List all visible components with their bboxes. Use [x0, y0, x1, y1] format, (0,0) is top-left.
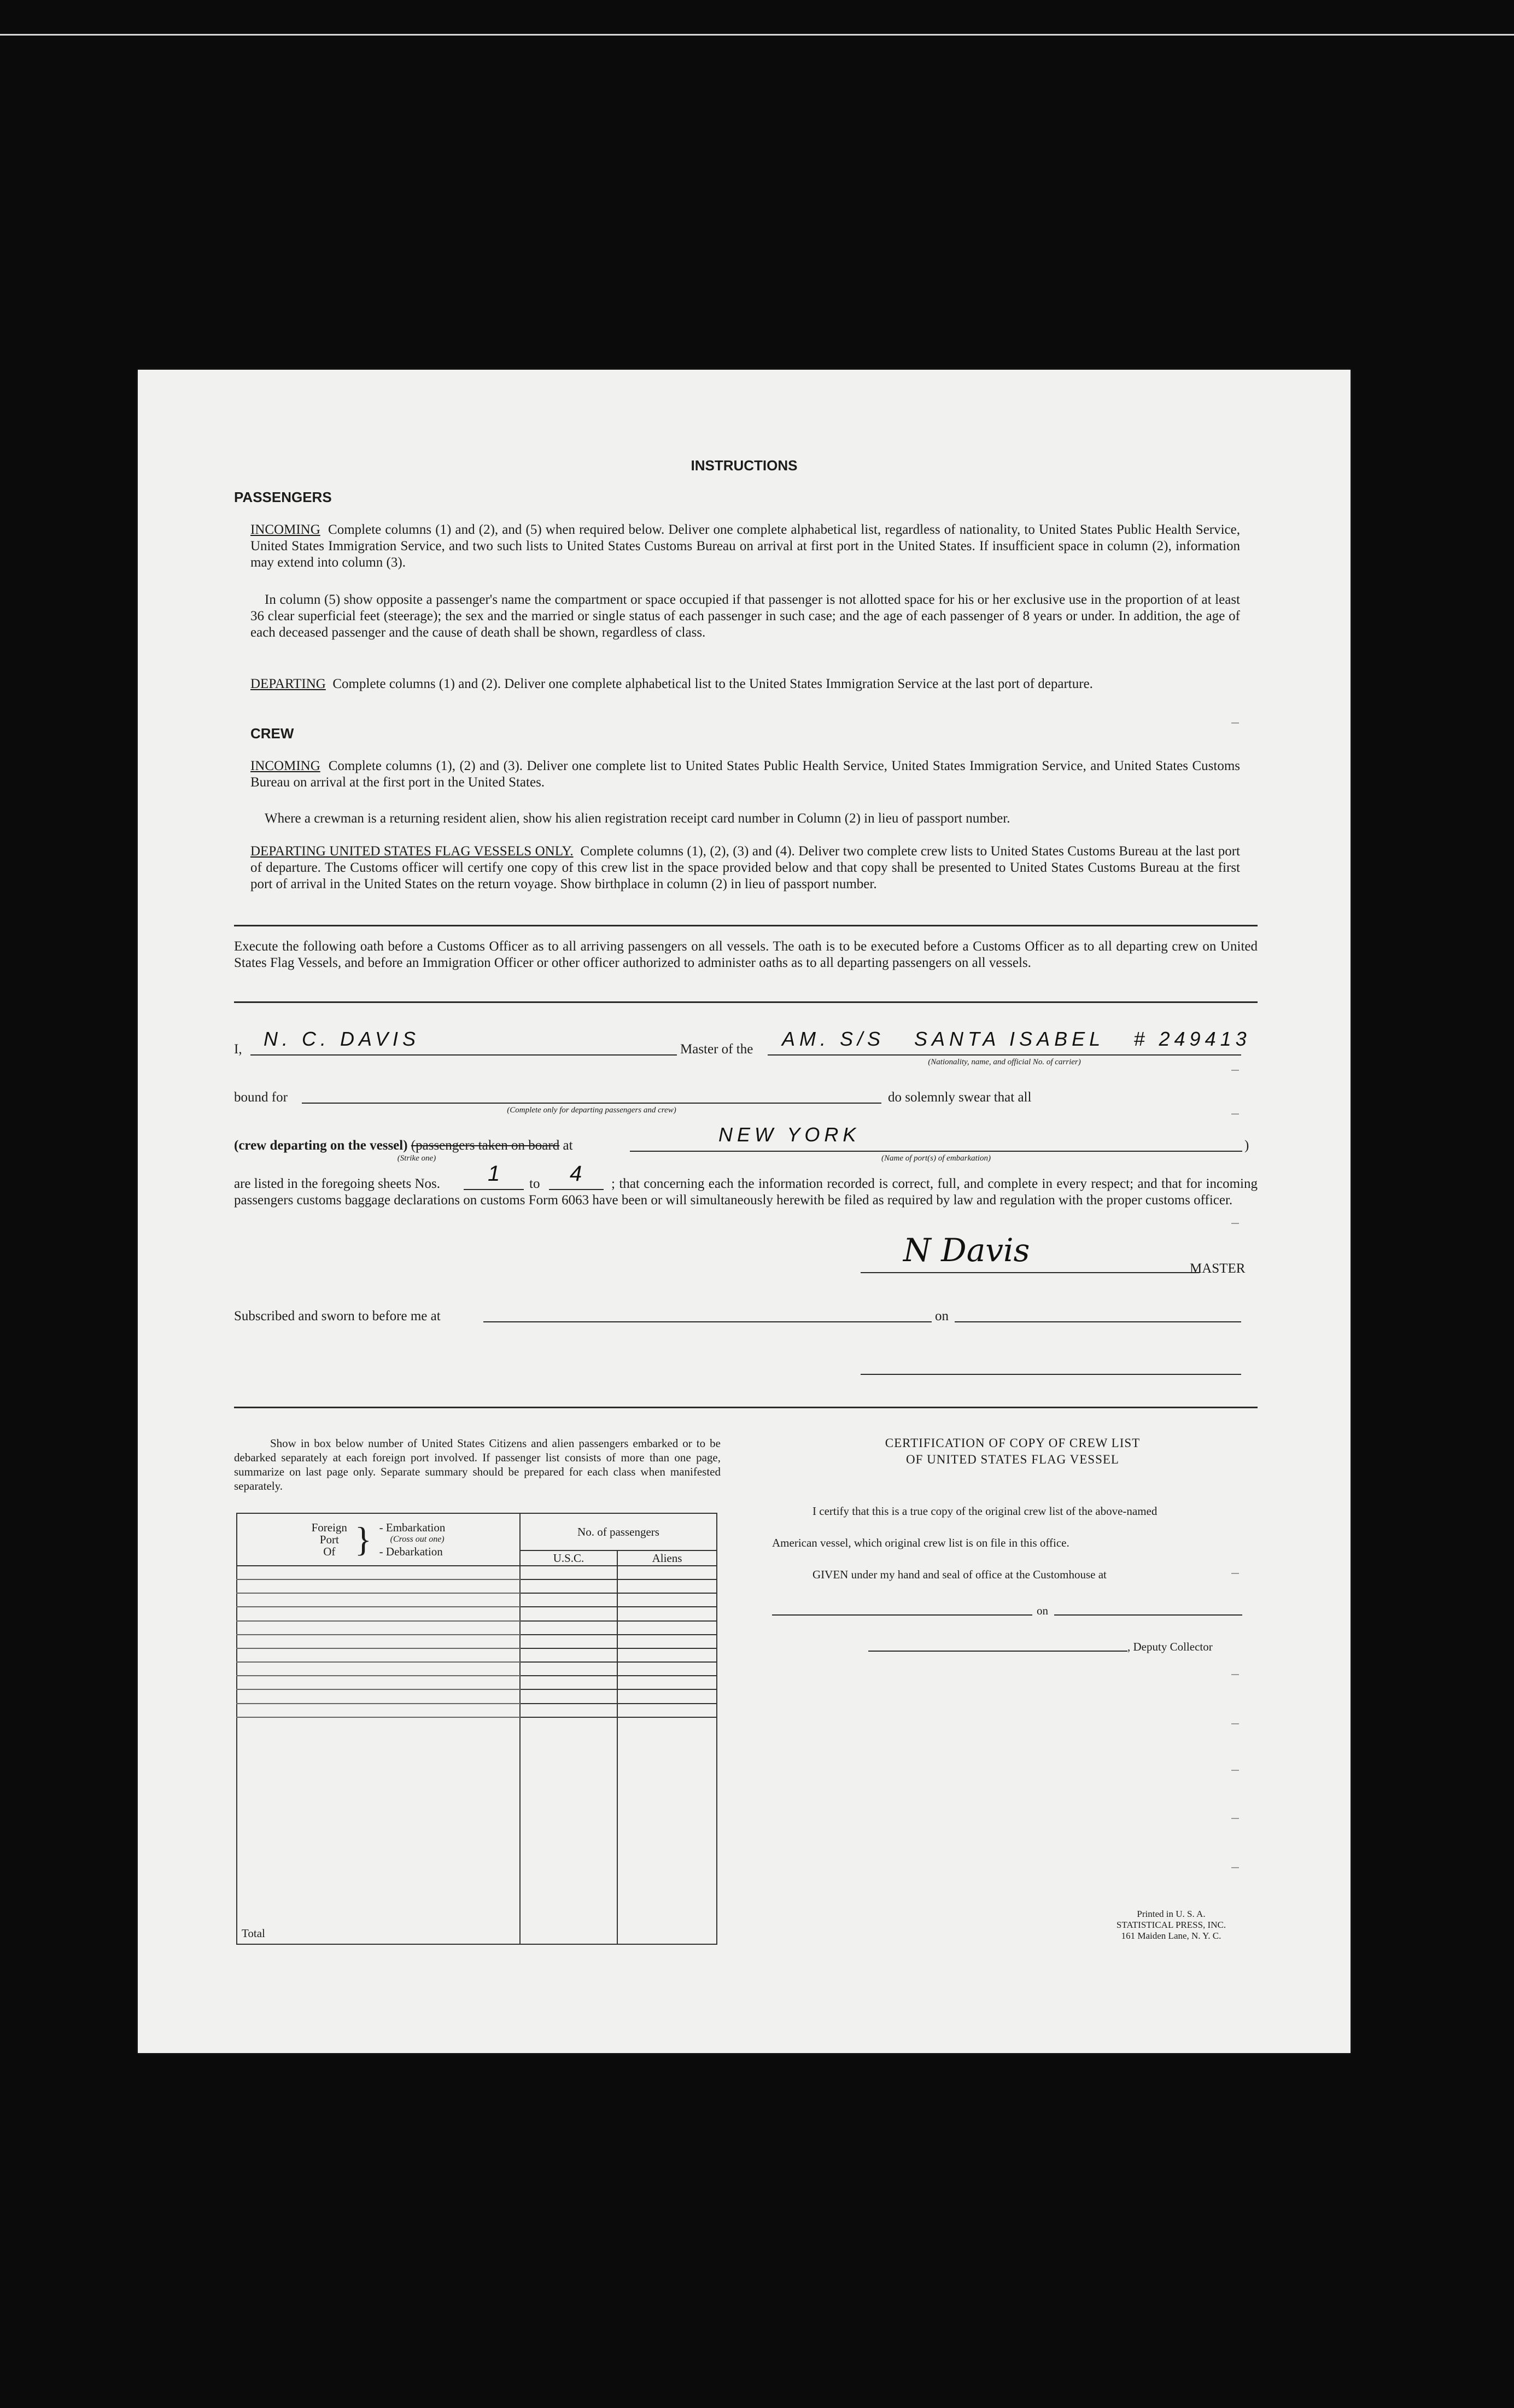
table-row — [237, 1648, 717, 1662]
table-row — [237, 1593, 717, 1607]
no-of-passengers-header: No. of passengers — [520, 1513, 717, 1550]
master-of-label: Master of the — [680, 1042, 753, 1057]
crew-incoming-label: INCOMING — [250, 759, 320, 773]
master-signature: N Davis — [903, 1232, 1030, 1269]
total-label: Total — [237, 1717, 520, 1944]
table-row — [237, 1566, 717, 1579]
port-line — [630, 1151, 1242, 1152]
to-label: to — [529, 1176, 540, 1191]
passengers-departing-label: DEPARTING — [250, 677, 326, 691]
table-row — [237, 1621, 717, 1635]
subscribed-date-line — [955, 1321, 1241, 1322]
listed-label: are listed in the foregoing sheets Nos. — [234, 1176, 440, 1191]
crew-departing-label: DEPARTING UNITED STATES FLAG VESSELS ONLY. — [250, 844, 574, 859]
table-row — [237, 1704, 717, 1717]
officer-signature-line — [861, 1374, 1241, 1375]
table-row — [237, 1689, 717, 1703]
table-row — [237, 1579, 717, 1593]
deputy-collector-label: , Deputy Collector — [1127, 1640, 1213, 1653]
instructions-title: INSTRUCTIONS — [691, 457, 798, 474]
table-row — [237, 1607, 717, 1620]
oath-i-label: I, — [234, 1042, 242, 1057]
divider — [234, 925, 1258, 926]
port-label: Port — [319, 1533, 339, 1546]
cross-out-caption: (Cross out one) — [390, 1535, 445, 1544]
margin-mark — [1231, 1113, 1239, 1115]
deputy-collector-line — [868, 1651, 1127, 1652]
printer-imprint — [1067, 1909, 1275, 1941]
master-label: MASTER — [1190, 1261, 1246, 1276]
master-name: N. C. DAVIS — [264, 1028, 420, 1050]
printer-line2: STATISTICAL PRESS, INC. — [1116, 1920, 1226, 1930]
crew-departing-text: (crew departing on the vessel) — [234, 1138, 408, 1153]
crew-departing-option — [234, 1138, 573, 1154]
certification-title-line1: CERTIFICATION OF COPY OF CREW LIST — [885, 1436, 1141, 1450]
margin-mark — [1231, 1867, 1239, 1868]
scan-top-line — [0, 34, 1514, 36]
swear-label: do solemnly swear that all — [888, 1090, 1032, 1105]
vessel-line — [768, 1054, 1241, 1056]
form-page — [138, 370, 1351, 2053]
certify-line2: American vessel, which original crew list is on file in this office. — [772, 1536, 1069, 1549]
certify-line1: I certify that this is a true copy of the original crew list of the above-named — [812, 1505, 1158, 1518]
certification-title-line2: OF UNITED STATES FLAG VESSEL — [906, 1453, 1119, 1466]
subscribed-place-line — [483, 1321, 932, 1322]
oath-intro: Execute the following oath before a Customs Officer as to all arriving passengers on all vessels. The oath is to be executed before a Customs Officer as to all departing crew on United States Flag Vessels, and before an Immigration Officer or other officer authorized to administer oaths as to all departing passengers on all vessels. — [234, 939, 1258, 970]
margin-mark — [1231, 1818, 1239, 1819]
summary-note: Show in box below number of United States Citizens and alien passengers embarked or to be debarked separately at each foreign port involved. If passenger list consists of more than one page, summarize on last page only. Separate summary should be prepared for each class when manifested separately. — [234, 1437, 721, 1492]
passengers-column5-paragraph: In column (5) show opposite a passenger's name the compartment or space occupied if that passenger is not allotted space for his or her exclusive use in the proportion of at least 36 clear superficial feet (steerage); the sex and the married or single status of each passenger in such case; and the age of each passenger of 8 years or under. In addition, the age of each deceased passenger and the cause of death shall be shown, regardless of class. — [250, 592, 1240, 640]
margin-mark — [1231, 1070, 1239, 1071]
table-row — [237, 1635, 717, 1648]
table-row — [237, 1662, 717, 1676]
divider — [234, 1407, 1258, 1408]
aliens-header: Aliens — [617, 1550, 717, 1566]
sheet-to: 4 — [570, 1162, 587, 1186]
margin-mark — [1231, 1573, 1239, 1574]
of-label: Of — [323, 1545, 336, 1558]
margin-mark — [1231, 1723, 1239, 1724]
at-label: at — [563, 1138, 573, 1153]
subscribed-label: Subscribed and sworn to before me at — [234, 1309, 441, 1323]
given-text: GIVEN under my hand and seal of office at the Customhouse at — [812, 1568, 1107, 1581]
margin-mark — [1231, 722, 1239, 724]
subscribed-on-label: on — [935, 1309, 949, 1323]
margin-mark — [1231, 1674, 1239, 1675]
bound-for-label: bound for — [234, 1090, 288, 1105]
passengers-departing-text: Complete columns (1) and (2). Deliver one complete alphabetical list to the United States Immigration Service at the last port of departure. — [332, 677, 1093, 691]
margin-mark — [1231, 1223, 1239, 1224]
bound-for-caption: (Complete only for departing passengers and crew) — [507, 1106, 676, 1115]
close-paren: ) — [1244, 1138, 1249, 1153]
printer-line1: Printed in U. S. A. — [1137, 1909, 1206, 1919]
listed-rest: ; that concerning each the information recorded is correct, full, and complete in every respect; and that for incoming passengers customs baggage declarations on customs Form 6063 have been or will simultaneously herewith be filed as required by law and regulation with the proper customs officer. — [234, 1176, 1258, 1208]
certification-on-label: on — [1037, 1604, 1048, 1617]
port-entry: NEW YORK — [718, 1123, 861, 1146]
strike-caption: (Strike one) — [397, 1154, 436, 1163]
printer-line3: 161 Maiden Lane, N. Y. C. — [1121, 1931, 1221, 1941]
passengers-incoming-text: Complete columns (1) and (2), and (5) when required below. Deliver one complete alphabetical list, regardless of nationality, to United States Public Health Service, United States Immigration Service, and two such lists to United States Customs Bureau on arrival at first port in the United States. If insufficient space in column (2), information may extend into column (3). — [250, 522, 1241, 570]
passenger-summary-table — [236, 1513, 717, 1945]
passengers-struck-text: (passengers taken on board — [411, 1138, 560, 1153]
crew-incoming-paragraph — [250, 758, 1240, 791]
customhouse-line — [772, 1614, 1032, 1616]
crew-resident-alien-paragraph: Where a crewman is a returning resident alien, show his alien registration receipt card number in Column (2) in lieu of passport number. — [265, 811, 1010, 826]
vessel-caption: (Nationality, name, and official No. of carrier) — [928, 1058, 1081, 1066]
total-row — [237, 1717, 717, 1944]
crew-heading: CREW — [250, 725, 294, 742]
vessel-entry: AM. S/S SANTA ISABEL # 249413 — [782, 1028, 1251, 1050]
crew-departing-paragraph — [250, 843, 1240, 893]
foreign-port-header — [237, 1513, 520, 1566]
debarkation-label: - Debarkation — [379, 1545, 443, 1558]
brace-icon: } — [354, 1520, 372, 1559]
margin-mark — [1231, 1770, 1239, 1771]
sheet-from: 1 — [488, 1162, 505, 1186]
passengers-heading: PASSENGERS — [234, 489, 332, 505]
foreign-label: Foreign — [311, 1521, 347, 1534]
certification-date-line — [1054, 1614, 1242, 1616]
port-caption: (Name of port(s) of embarkation) — [881, 1154, 991, 1163]
table-row — [237, 1676, 717, 1689]
usc-header: U.S.C. — [520, 1550, 617, 1566]
crew-incoming-text: Complete columns (1), (2) and (3). Deliver one complete list to United States Public Health Service, United States Immigration Service, and United States Customs Bureau on arrival at the first port in the United States. — [250, 759, 1240, 790]
divider — [234, 1001, 1258, 1003]
crew-departing-text: Complete columns (1), (2), (3) and (4). Deliver two complete crew lists to United States Customs Bureau at the last port of departure. The Customs officer will certify one copy of this crew list in the space provided below and that copy shall be presented to United States Customs Bureau at the first port of arrival in the United States on the return voyage. Show birthplace in column (2) in lieu of passport number. — [250, 844, 1240, 891]
bound-for-line — [302, 1103, 881, 1104]
master-signature-line — [861, 1272, 1200, 1273]
certification-title — [772, 1435, 1253, 1468]
summary-header-row — [237, 1513, 717, 1550]
master-name-line — [250, 1054, 677, 1056]
passengers-incoming-paragraph — [250, 522, 1240, 571]
passengers-incoming-label: INCOMING — [250, 522, 320, 537]
passengers-departing-paragraph — [250, 676, 1240, 692]
embarkation-label: - Embarkation — [379, 1521, 446, 1534]
